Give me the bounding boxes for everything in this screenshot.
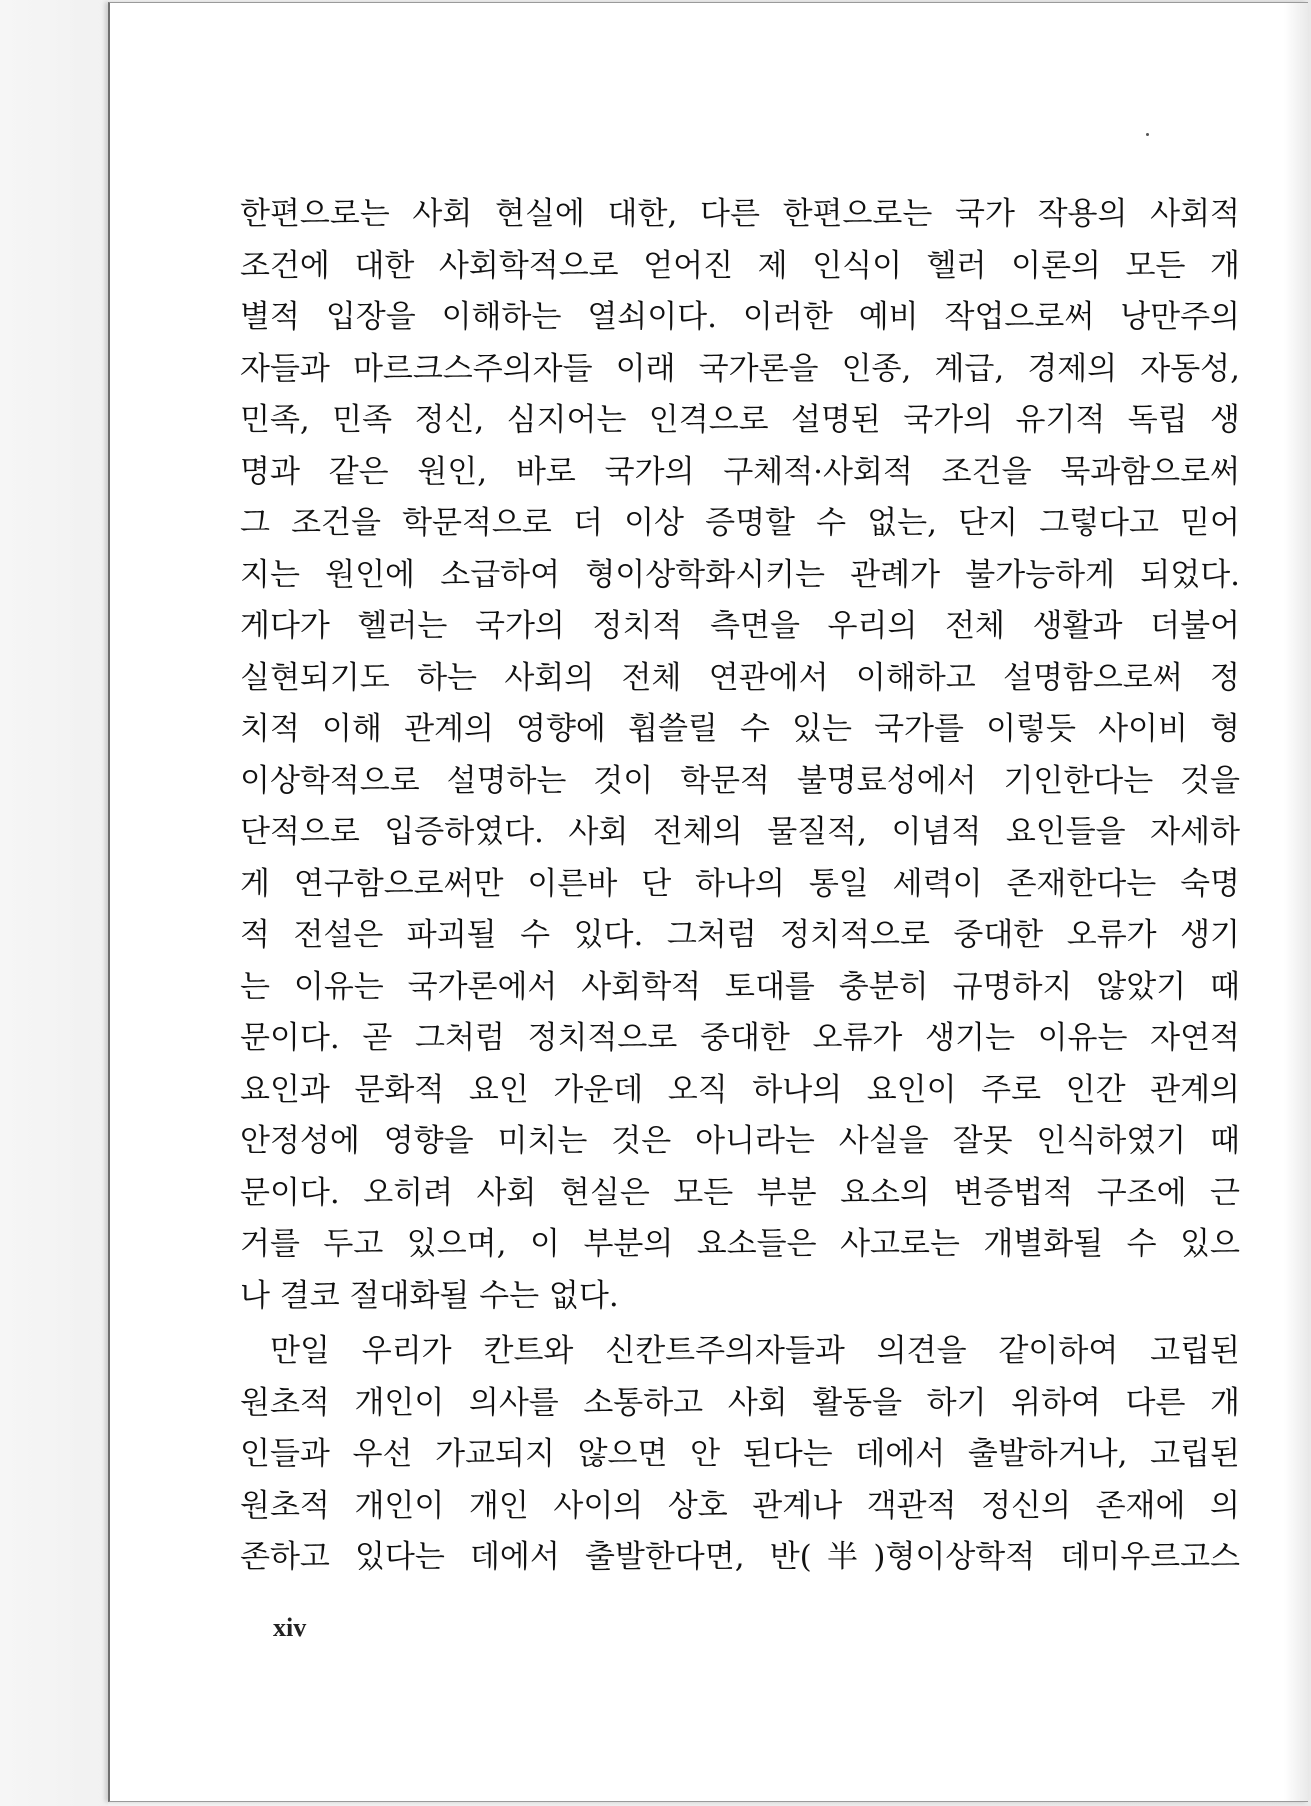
text-line: 게다가 헬러는 국가의 정치적 측면을 우리의 전체 생활과 더불어 [240,608,1240,644]
page-edge-shadow [1284,3,1308,1801]
text-line: 만일 우리가 칸트와 신칸트주의자들과 의견을 같이하여 고립된 [270,1333,1240,1369]
text-line: 별적 입장을 이해하는 열쇠이다. 이러한 예비 작업으로써 낭만주의 [240,299,1240,335]
text-line: 민족, 민족 정신, 심지어는 인격으로 설명된 국가의 유기적 독립 생 [240,402,1240,438]
text-line: 문이다. 오히려 사회 현실은 모든 부분 요소의 변증법적 구조에 근 [240,1174,1240,1211]
text-line: 적 전설은 파괴될 수 있다. 그처럼 정치적으로 중대한 오류가 생기 [240,917,1240,953]
text-line: 그 조건을 학문적으로 더 이상 증명할 수 없는, 단지 그렇다고 믿어 [240,505,1240,541]
page-number: xiv [273,1613,307,1642]
text-line: 원초적 개인이 개인 사이의 상호 관계나 객관적 정신의 존재에 의 [240,1487,1240,1524]
book-page [108,2,1308,1802]
text-line: 단적으로 입증하였다. 사회 전체의 물질적, 이념적 요인들을 자세하 [240,814,1240,850]
paragraph [240,1326,1240,1584]
text-line: 거를 두고 있으며, 이 부분의 요소들은 사고로는 개별화될 수 있으 [240,1226,1240,1262]
speck-mark [1146,133,1149,136]
text-line: 실현되기도 하는 사회의 전체 연관에서 이해하고 설명함으로써 정 [240,659,1240,696]
paragraph [240,189,1240,1322]
viewer-left-margin [0,0,108,1806]
page-body-text [240,189,1240,1584]
text-line: 이상학적으로 설명하는 것이 학문적 불명료성에서 기인한다는 것을 [240,762,1240,799]
text-line: 지는 원인에 소급하여 형이상학화시키는 관례가 불가능하게 되었다. [240,556,1240,593]
text-line: 조건에 대한 사회학적으로 얻어진 제 인식이 헬러 이론의 모든 개 [240,247,1240,284]
text-line: 인들과 우선 가교되지 않으면 안 된다는 데에서 출발하거나, 고립된 [240,1436,1240,1472]
text-line: 원초적 개인이 의사를 소통하고 사회 활동을 하기 위하여 다른 개 [240,1384,1240,1421]
text-line: 명과 같은 원인, 바로 국가의 구체적·사회적 조건을 묵과함으로써 [240,453,1240,490]
text-line: 존하고 있다는 데에서 출발한다면, 반(半)형이상학적 데미우르고스 [240,1539,1240,1575]
text-line: 한편으로는 사회 현실에 대한, 다른 한편으로는 국가 작용의 사회적 [240,196,1240,232]
text-line: 는 이유는 국가론에서 사회학적 토대를 충분히 규명하지 않았기 때 [240,968,1240,1005]
text-line: 요인과 문화적 요인 가운데 오직 하나의 요인이 주로 인간 관계의 [240,1071,1240,1108]
text-line: 문이다. 곧 그처럼 정치적으로 중대한 오류가 생기는 이유는 자연적 [240,1020,1240,1056]
text-line: 치적 이해 관계의 영향에 휩쓸릴 수 있는 국가를 이렇듯 사이비 형 [240,711,1240,747]
text-line: 안정성에 영향을 미치는 것은 아니라는 사실을 잘못 인식하였기 때 [240,1123,1240,1159]
text-line: 자들과 마르크스주의자들 이래 국가론을 인종, 계급, 경제의 자동성, [240,350,1240,387]
text-line: 나 결코 절대화될 수는 없다. [240,1277,619,1314]
text-line: 게 연구함으로써만 이른바 단 하나의 통일 세력이 존재한다는 숙명 [240,865,1240,902]
